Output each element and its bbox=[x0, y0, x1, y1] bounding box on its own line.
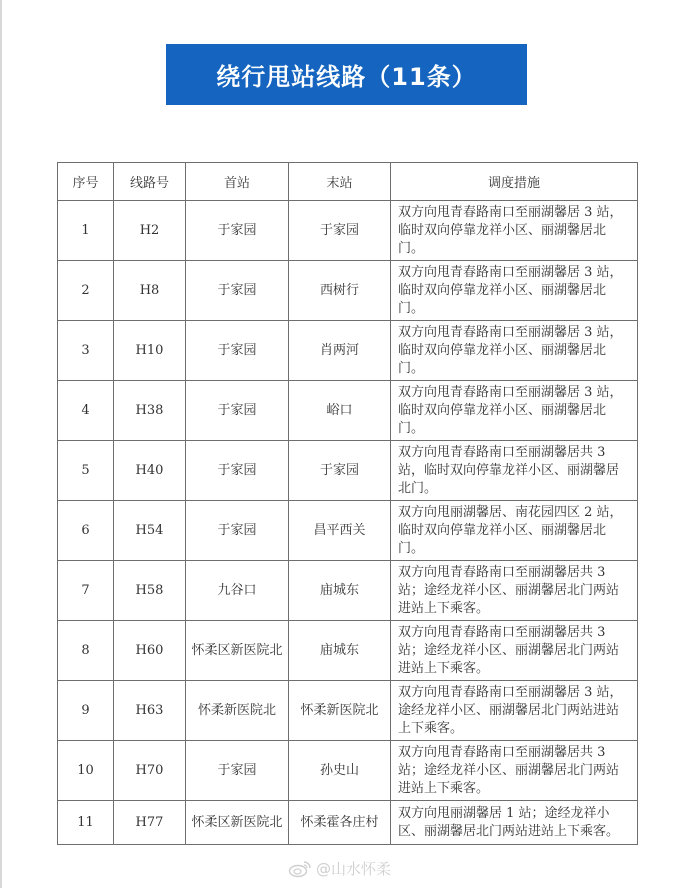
cell-last-stop: 庙城东 bbox=[289, 621, 391, 681]
table-row bbox=[58, 621, 638, 681]
cell-first-stop: 怀柔区新医院北 bbox=[186, 801, 289, 845]
table-row bbox=[58, 681, 638, 741]
cell-no: 6 bbox=[58, 501, 114, 561]
cell-measure: 双方向甩青春路南口至丽湖馨居共 3 站；途经龙祥小区、丽湖馨居北门两站进站上下乘客。 bbox=[391, 741, 638, 801]
cell-last-stop: 于家园 bbox=[289, 441, 391, 501]
cell-no: 7 bbox=[58, 561, 114, 621]
cell-measure: 双方向甩青春路南口至丽湖馨居共 3 站；途经龙祥小区、丽湖馨居北门两站进站上下乘客。 bbox=[391, 621, 638, 681]
detour-routes-table bbox=[57, 162, 638, 845]
cell-line: H77 bbox=[114, 801, 186, 845]
cell-last-stop: 西树行 bbox=[289, 261, 391, 321]
table-row bbox=[58, 261, 638, 321]
cell-line: H40 bbox=[114, 441, 186, 501]
cell-measure: 双方向甩丽湖馨居 1 站；途经龙祥小区、丽湖馨居北门两站进站上下乘客。 bbox=[391, 801, 638, 845]
cell-no: 3 bbox=[58, 321, 114, 381]
cell-measure: 双方向甩青春路南口至丽湖馨居 3 站，临时双向停靠龙祥小区、丽湖馨居北门。 bbox=[391, 381, 638, 441]
table-row bbox=[58, 321, 638, 381]
cell-first-stop: 于家园 bbox=[186, 441, 289, 501]
table-row bbox=[58, 741, 638, 801]
cell-line: H60 bbox=[114, 621, 186, 681]
cell-last-stop: 峪口 bbox=[289, 381, 391, 441]
watermark bbox=[288, 858, 391, 879]
table-row bbox=[58, 441, 638, 501]
table-row bbox=[58, 561, 638, 621]
page-title: 绕行甩站线路（11条） bbox=[166, 44, 527, 105]
cell-first-stop: 于家园 bbox=[186, 381, 289, 441]
header-measure: 调度措施 bbox=[391, 163, 638, 201]
cell-last-stop: 于家园 bbox=[289, 201, 391, 261]
cell-no: 8 bbox=[58, 621, 114, 681]
cell-measure: 双方向甩青春路南口至丽湖馨居 3 站，临时双向停靠龙祥小区、丽湖馨居北门。 bbox=[391, 261, 638, 321]
watermark-text: @山水怀柔 bbox=[316, 860, 392, 878]
cell-measure: 双方向甩青春路南口至丽湖馨居共 3 站；途经龙祥小区、丽湖馨居北门两站进站上下乘客。 bbox=[391, 561, 638, 621]
cell-line: H38 bbox=[114, 381, 186, 441]
header-last-stop: 末站 bbox=[289, 163, 391, 201]
page-edge bbox=[0, 0, 2, 888]
cell-no: 10 bbox=[58, 741, 114, 801]
cell-last-stop: 怀柔霍各庄村 bbox=[289, 801, 391, 845]
table-row bbox=[58, 501, 638, 561]
cell-no: 2 bbox=[58, 261, 114, 321]
cell-measure: 双方向甩青春路南口至丽湖馨居共 3 站，临时双向停靠龙祥小区、丽湖馨居北门。 bbox=[391, 441, 638, 501]
cell-no: 4 bbox=[58, 381, 114, 441]
cell-last-stop: 怀柔新医院北 bbox=[289, 681, 391, 741]
cell-last-stop: 肖两河 bbox=[289, 321, 391, 381]
cell-measure: 双方向甩丽湖馨居、南花园四区 2 站，临时双向停靠龙祥小区、丽湖馨居北门。 bbox=[391, 501, 638, 561]
cell-line: H10 bbox=[114, 321, 186, 381]
cell-last-stop: 昌平西关 bbox=[289, 501, 391, 561]
cell-measure: 双方向甩青春路南口至丽湖馨居 3 站，途经龙祥小区、丽湖馨居北门两站进站上下乘客。 bbox=[391, 681, 638, 741]
cell-line: H63 bbox=[114, 681, 186, 741]
cell-first-stop: 于家园 bbox=[186, 501, 289, 561]
cell-first-stop: 怀柔区新医院北 bbox=[186, 621, 289, 681]
cell-line: H8 bbox=[114, 261, 186, 321]
cell-first-stop: 于家园 bbox=[186, 201, 289, 261]
cell-first-stop: 怀柔新医院北 bbox=[186, 681, 289, 741]
cell-first-stop: 于家园 bbox=[186, 261, 289, 321]
table-row bbox=[58, 801, 638, 845]
cell-line: H2 bbox=[114, 201, 186, 261]
header-line: 线路号 bbox=[114, 163, 186, 201]
cell-first-stop: 于家园 bbox=[186, 741, 289, 801]
cell-last-stop: 孙史山 bbox=[289, 741, 391, 801]
table-row bbox=[58, 201, 638, 261]
cell-first-stop: 九谷口 bbox=[186, 561, 289, 621]
cell-measure: 双方向甩青春路南口至丽湖馨居 3 站，临时双向停靠龙祥小区、丽湖馨居北门。 bbox=[391, 201, 638, 261]
cell-first-stop: 于家园 bbox=[186, 321, 289, 381]
cell-no: 11 bbox=[58, 801, 114, 845]
cell-line: H54 bbox=[114, 501, 186, 561]
cell-last-stop: 庙城东 bbox=[289, 561, 391, 621]
weibo-icon bbox=[288, 860, 312, 878]
table-row bbox=[58, 381, 638, 441]
table-header-row bbox=[58, 163, 638, 201]
cell-line: H70 bbox=[114, 741, 186, 801]
header-first-stop: 首站 bbox=[186, 163, 289, 201]
cell-no: 5 bbox=[58, 441, 114, 501]
cell-no: 1 bbox=[58, 201, 114, 261]
cell-no: 9 bbox=[58, 681, 114, 741]
cell-line: H58 bbox=[114, 561, 186, 621]
header-no: 序号 bbox=[58, 163, 114, 201]
cell-measure: 双方向甩青春路南口至丽湖馨居 3 站，临时双向停靠龙祥小区、丽湖馨居北门。 bbox=[391, 321, 638, 381]
